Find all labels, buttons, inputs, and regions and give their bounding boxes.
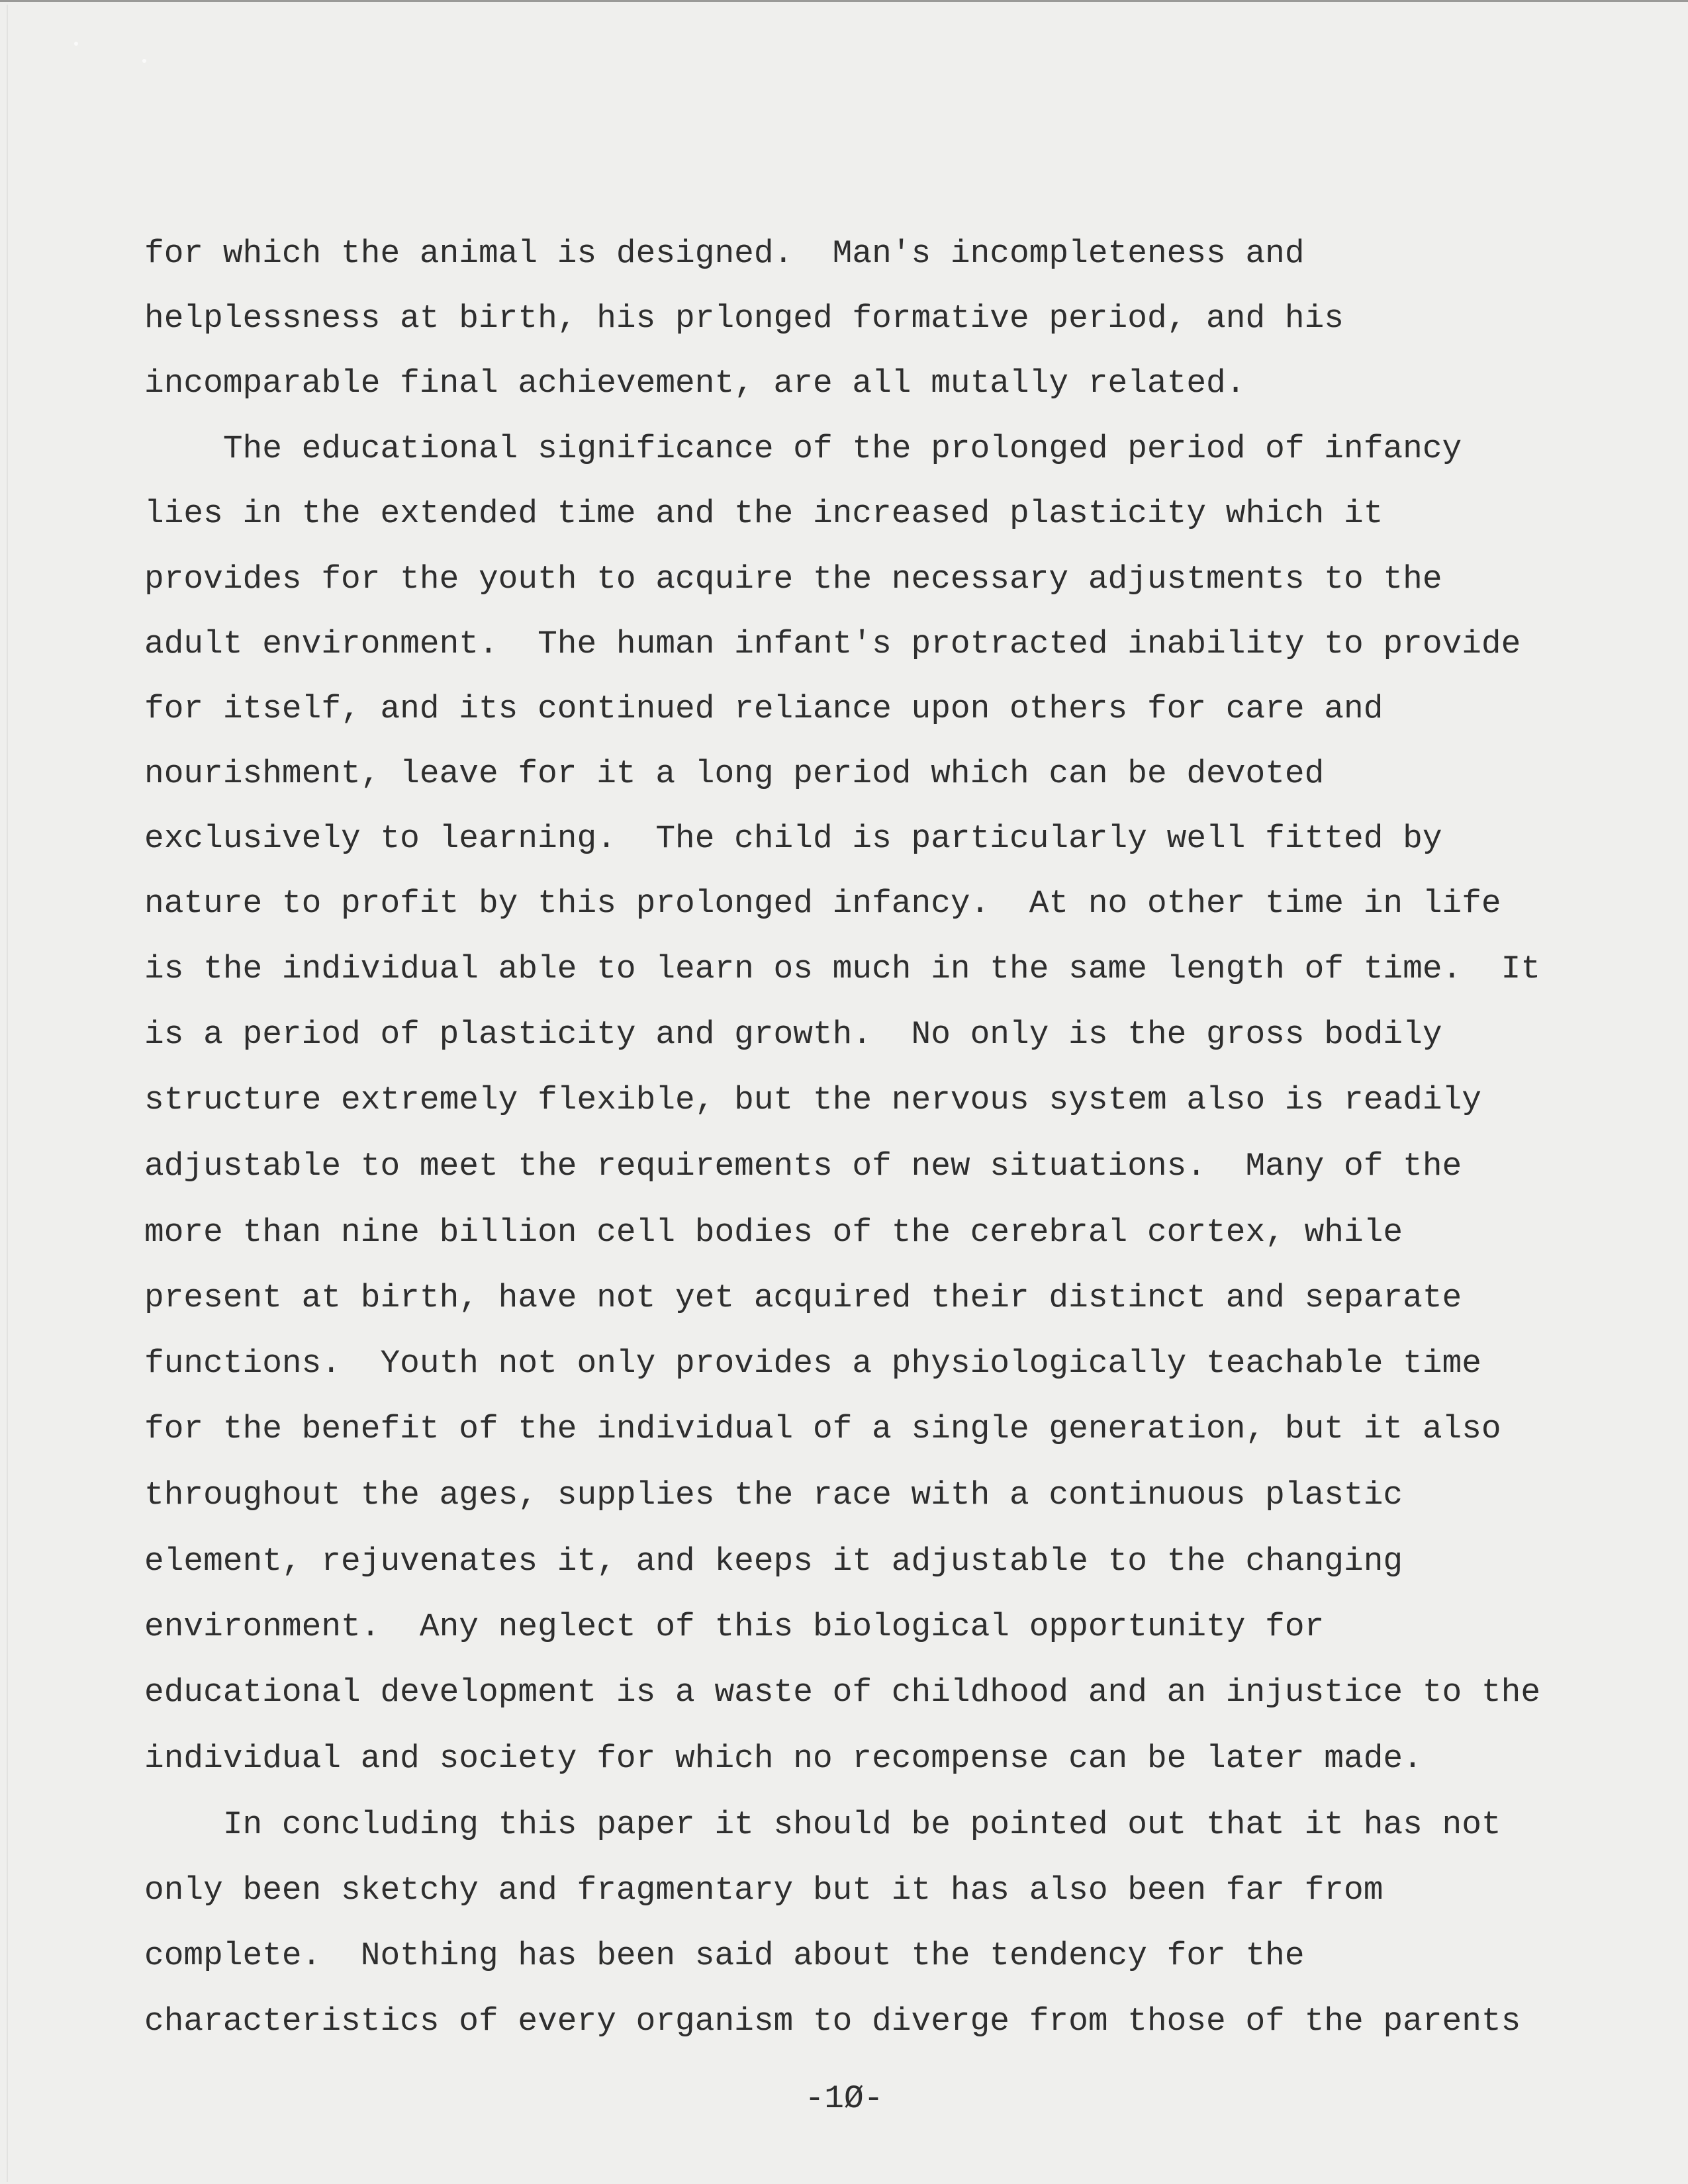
text-line: individual and society for which no recompense can be later made. (144, 1740, 1423, 1777)
text-line: incomparable final achievement, are all mutally related. (144, 365, 1246, 402)
text-line: functions. Youth not only provides a physiologically teachable time (144, 1345, 1481, 1382)
text-line: complete. Nothing has been said about the tendency for the (144, 1937, 1305, 1974)
scan-speck (74, 42, 78, 46)
text-line: throughout the ages, supplies the race with a continuous plastic (144, 1477, 1403, 1514)
text-line: environment. Any neglect of this biological opportunity for (144, 1608, 1325, 1645)
text-line: characteristics of every organism to diverge from those of the parents (144, 2003, 1521, 2040)
page-edge (7, 5, 8, 2182)
text-line: present at birth, have not yet acquired their distinct and separate (144, 1279, 1462, 1316)
text-line: element, rejuvenates it, and keeps it adjustable to the changing (144, 1543, 1403, 1580)
text-line: structure extremely flexible, but the nervous system also is readily (144, 1081, 1481, 1118)
text-line: educational development is a waste of childhood and an injustice to the (144, 1674, 1541, 1711)
text-line: helplessness at birth, his prlonged formative period, and his (144, 300, 1344, 337)
text-line: is a period of plasticity and growth. No only is the gross bodily (144, 1016, 1442, 1053)
text-line: adjustable to meet the requirements of new situations. Many of the (144, 1148, 1462, 1185)
text-line: In concluding this paper it should be pointed out that it has not (144, 1806, 1501, 1843)
text-line: nourishment, leave for it a long period which can be devoted (144, 755, 1325, 792)
text-line: for itself, and its continued reliance upon others for care and (144, 690, 1383, 727)
text-line: The educational significance of the prolonged period of infancy (144, 430, 1462, 467)
scan-speck (142, 59, 146, 63)
text-line: provides for the youth to acquire the necessary adjustments to the (144, 561, 1442, 598)
text-line: is the individual able to learn os much in the same length of time. It (144, 950, 1541, 987)
text-line: exclusively to learning. The child is particularly well fitted by (144, 820, 1442, 857)
page-number: -1Ø- (804, 2080, 884, 2117)
text-line: for the benefit of the individual of a single generation, but it also (144, 1410, 1501, 1447)
text-line: nature to profit by this prolonged infancy. At no other time in life (144, 885, 1501, 922)
text-line: more than nine billion cell bodies of the cerebral cortex, while (144, 1214, 1403, 1251)
text-line: lies in the extended time and the increased plasticity which it (144, 495, 1383, 532)
text-line: only been sketchy and fragmentary but it has also been far from (144, 1872, 1383, 1909)
text-line: for which the animal is designed. Man's incompleteness and (144, 235, 1305, 272)
text-line: adult environment. The human infant's protracted inability to provide (144, 625, 1521, 662)
